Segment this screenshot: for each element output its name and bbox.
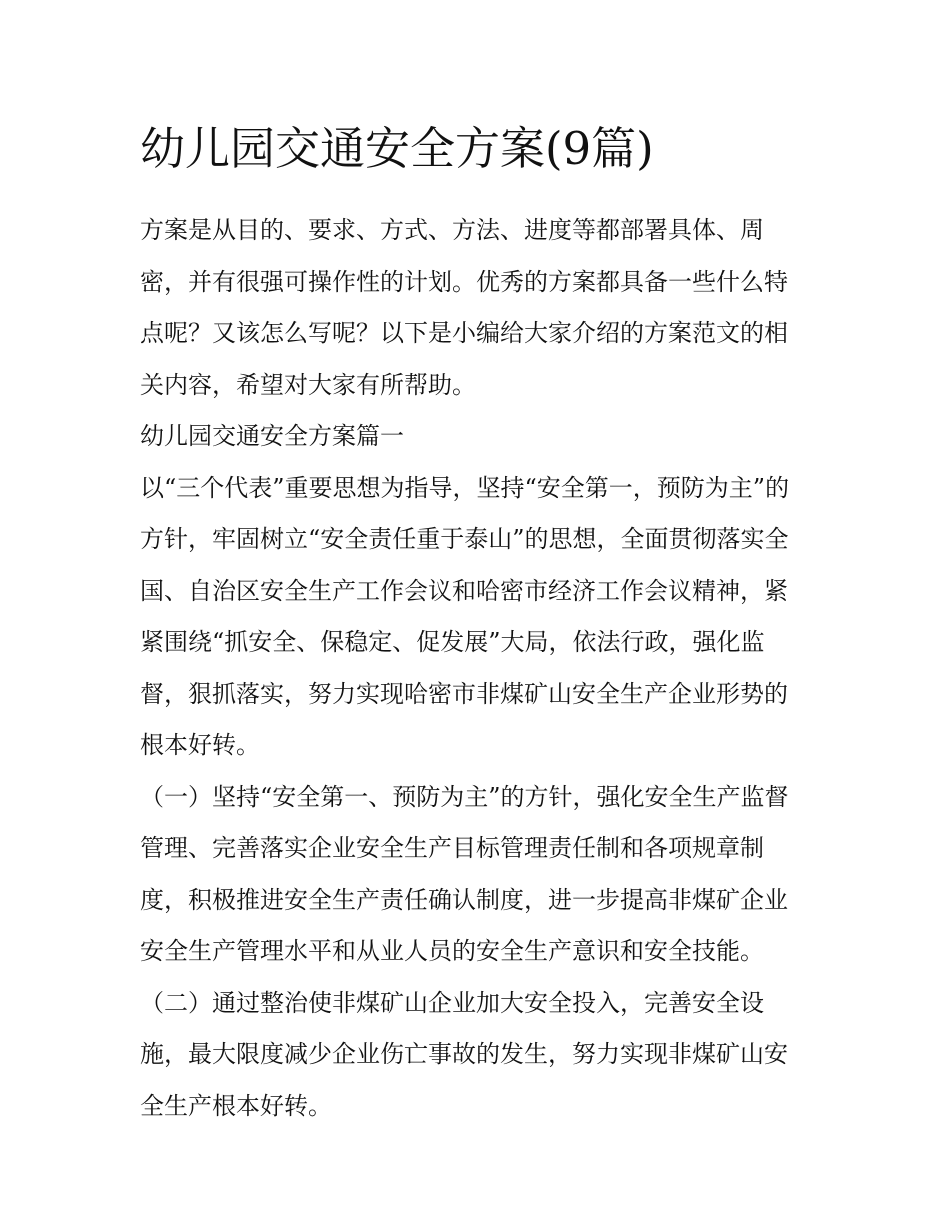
body-paragraph-item-two: （二）通过整治使非煤矿山企业加大安全投入，完善安全设 施，最大限度减少企业伤亡事故的发生，努力实现非煤矿山安 全生产根本好转。 — [140, 988, 788, 1120]
body-paragraph-guiding-principle: 以“三个代表”重要思想为指导，坚持“安全第一，预防为主”的 方针，牢固树立“安全责任重于泰山”的思想，全面贯彻落实全 国、自治区安全生产工作会议和哈密市经济工作会议精神，紧 紧围绕“抓安全、保稳定、促发展”大局，依法行政，强化监 督，狠抓落实，努力实现哈密市非煤矿山安全生产企业形势的 根本好转。 — [140, 473, 790, 759]
document-title: 幼儿园交通安全方案(9篇) — [140, 122, 654, 175]
intro-paragraph: 方案是从目的、要求、方式、方法、进度等都部署具体、周 密，并有很强可操作性的计划。优秀的方案都具备一些什么特 点呢？又该怎么写呢？以下是小编给大家介绍的方案范文的相 关内容，希望对大家有所帮助。 — [140, 216, 788, 399]
document-body — [140, 118, 820, 1132]
body-paragraph-item-one: （一）坚持“安全第一、预防为主”的方针，强化安全生产监督 管理、完善落实企业安全生产目标管理责任制和各项规章制 度，积极推进安全生产责任确认制度，进一步提高非煤矿企业 安全生产管理水平和从业人员的安全生产意识和安全技能。 — [140, 782, 789, 965]
section-heading: 幼儿园交通安全方案篇一 — [140, 422, 404, 450]
